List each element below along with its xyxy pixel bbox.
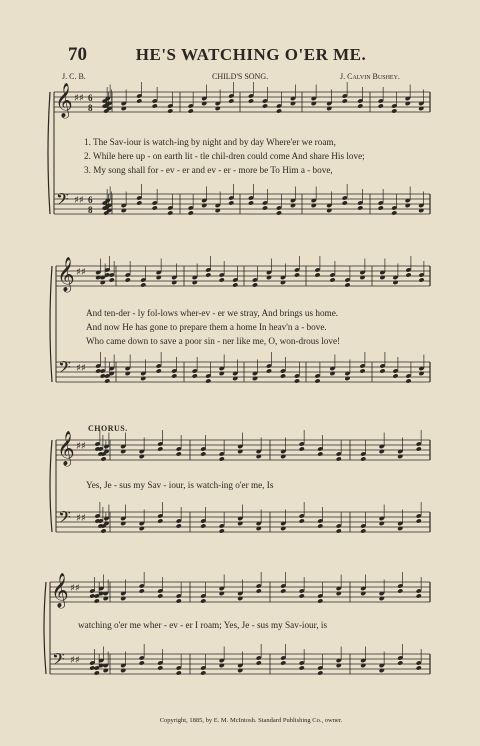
note-head	[139, 526, 145, 531]
treble-clef-icon: 𝄞	[55, 83, 73, 118]
note-head	[140, 282, 146, 287]
brace-icon	[50, 440, 52, 532]
note-head	[360, 591, 366, 596]
note-head	[219, 591, 225, 596]
note-head	[379, 521, 385, 526]
page-number: 70	[68, 44, 87, 65]
note-head	[317, 598, 323, 603]
note-head	[379, 668, 385, 673]
note-head	[136, 98, 142, 103]
note-head	[94, 598, 100, 603]
note-head	[167, 210, 173, 215]
note-head	[299, 518, 305, 523]
note-head	[360, 663, 366, 668]
note-head	[252, 282, 258, 287]
note-head	[200, 523, 206, 528]
note-head	[176, 451, 182, 456]
note-head	[100, 280, 106, 285]
copyright-line: Copyright, 1885, by E. M. McIntosh. Standard Publishing Co., owner.	[159, 717, 343, 724]
treble-clef-icon: 𝄞	[57, 257, 75, 292]
note-head	[336, 663, 342, 668]
note-head	[266, 275, 272, 280]
note-head	[344, 282, 350, 287]
note-head	[139, 588, 145, 593]
note-head	[357, 205, 363, 210]
verse-1-lyric-system-1: 1. The Sav-iour is watch-ing by night and by day Where'er we roam,	[84, 137, 336, 147]
note-head	[120, 449, 126, 454]
note-head	[276, 108, 282, 113]
note-head	[192, 280, 198, 285]
note-head	[379, 275, 385, 280]
note-head	[397, 588, 403, 593]
note-head	[120, 521, 126, 526]
note-head	[205, 378, 211, 383]
note-head	[219, 663, 225, 668]
note-head	[326, 106, 332, 111]
note-head	[121, 106, 127, 111]
note-head	[256, 588, 262, 593]
note-head	[200, 451, 206, 456]
note-head	[262, 103, 268, 108]
note-head	[342, 200, 348, 205]
note-head	[317, 670, 323, 675]
bass-clef-icon: 𝄢	[58, 357, 71, 381]
bass-clef-icon: 𝄢	[58, 507, 71, 531]
note-head	[237, 521, 243, 526]
note-head	[228, 200, 234, 205]
note-head	[188, 210, 194, 215]
chorus-label: CHORUS.	[88, 424, 128, 433]
note-head	[359, 368, 365, 373]
note-head	[416, 665, 422, 670]
note-head	[314, 378, 320, 383]
note-head	[391, 108, 397, 113]
note-head	[103, 668, 109, 673]
note-head	[200, 598, 206, 603]
note-head	[290, 203, 296, 208]
note-head	[397, 526, 403, 531]
note-head	[248, 98, 254, 103]
note-head	[219, 456, 225, 461]
treble-clef-icon: 𝄞	[57, 431, 75, 466]
note-head	[237, 449, 243, 454]
verse-2-lyric-system-1: 2. While here up - on earth lit - tle chil-dren could come And share His love;	[84, 151, 365, 161]
note-head	[378, 205, 384, 210]
note-head	[152, 205, 158, 210]
note-head	[156, 368, 162, 373]
note-head	[314, 272, 320, 277]
note-head	[157, 593, 163, 598]
note-head	[136, 200, 142, 205]
note-head	[140, 376, 146, 381]
music-credit: J. Calvin Bushey.	[340, 72, 400, 81]
note-head	[294, 272, 300, 277]
note-head	[232, 376, 238, 381]
key-signature-icon: ♯♯	[74, 195, 84, 206]
song-subtitle: CHILD'S SONG.	[212, 72, 269, 81]
note-head	[139, 454, 145, 459]
key-signature-icon: ♯♯	[74, 93, 84, 104]
note-head	[397, 454, 403, 459]
note-head	[360, 456, 366, 461]
note-head	[248, 200, 254, 205]
note-head	[336, 456, 342, 461]
note-head	[157, 665, 163, 670]
note-head	[276, 210, 282, 215]
note-head	[205, 272, 211, 277]
note-head	[156, 275, 162, 280]
note-head	[336, 528, 342, 533]
note-head	[171, 280, 177, 285]
note-head	[201, 101, 207, 106]
note-head	[157, 446, 163, 451]
note-head	[256, 454, 262, 459]
key-signature-icon: ♯♯	[70, 655, 80, 666]
key-signature-icon: ♯♯	[76, 267, 86, 278]
note-head	[391, 210, 397, 215]
note-head	[120, 596, 126, 601]
note-head	[418, 277, 424, 282]
note-head	[120, 668, 126, 673]
chorus-lyric-system-3: Yes, Je - sus my Sav - iour, is watch-ing o'er me, Is	[86, 480, 274, 490]
note-head	[125, 277, 131, 282]
note-head	[237, 596, 243, 601]
note-head	[104, 378, 110, 383]
verse-2-lyric-system-2: And now He has gone to prepare them a home In heav'n a - bove.	[86, 322, 327, 332]
note-head	[201, 203, 207, 208]
note-head	[317, 451, 323, 456]
note-head	[252, 376, 258, 381]
note-head	[280, 280, 286, 285]
note-head	[100, 528, 106, 533]
note-head	[299, 593, 305, 598]
note-head	[342, 98, 348, 103]
note-head	[152, 103, 158, 108]
time-signature-icon: 8	[88, 205, 93, 215]
note-head	[379, 368, 385, 373]
note-head	[418, 106, 424, 111]
song-title: HE'S WATCHING O'ER ME.	[135, 45, 367, 64]
note-head	[280, 526, 286, 531]
note-head	[176, 670, 182, 675]
note-head	[167, 108, 173, 113]
brace-icon	[48, 92, 50, 214]
note-head	[326, 208, 332, 213]
note-head	[232, 282, 238, 287]
note-head	[228, 98, 234, 103]
note-head	[299, 665, 305, 670]
note-head	[280, 588, 286, 593]
note-head	[299, 446, 305, 451]
note-head	[311, 101, 317, 106]
note-head	[311, 203, 317, 208]
note-head	[176, 523, 182, 528]
note-head	[359, 275, 365, 280]
note-head	[294, 378, 300, 383]
note-head	[109, 277, 115, 282]
time-signature-icon: 6	[88, 93, 93, 103]
note-head	[329, 277, 335, 282]
note-head	[405, 203, 411, 208]
key-signature-icon: ♯♯	[76, 363, 86, 374]
note-head	[405, 378, 411, 383]
brace-icon	[50, 266, 52, 382]
note-head	[171, 373, 177, 378]
note-head	[357, 103, 363, 108]
time-signature-icon: 8	[88, 103, 93, 113]
note-head	[188, 108, 194, 113]
note-head	[379, 449, 385, 454]
note-head	[200, 670, 206, 675]
note-head	[405, 101, 411, 106]
verse-1-lyric-system-2: And ten-der - ly fol-lows wher-ev - er we stray, And brings us home.	[86, 308, 339, 318]
chorus-lyric-system-4: watching o'er me wher - ev - er I roam; Yes, Je - sus my Sav-iour, is	[78, 620, 328, 630]
note-head	[280, 454, 286, 459]
note-head	[392, 280, 398, 285]
note-head	[397, 660, 403, 665]
note-head	[192, 373, 198, 378]
note-head	[256, 526, 262, 531]
note-head	[317, 523, 323, 528]
note-head	[344, 376, 350, 381]
treble-clef-icon: 𝄞	[51, 573, 69, 608]
note-head	[100, 456, 106, 461]
note-head	[378, 103, 384, 108]
note-head	[139, 660, 145, 665]
note-head	[416, 593, 422, 598]
key-signature-icon: ♯♯	[76, 513, 86, 524]
note-head	[215, 208, 221, 213]
note-head	[262, 205, 268, 210]
note-head	[219, 371, 225, 376]
note-head	[416, 518, 422, 523]
note-head	[176, 598, 182, 603]
note-head	[418, 208, 424, 213]
note-head	[280, 660, 286, 665]
key-signature-icon: ♯♯	[76, 441, 86, 452]
note-head	[219, 528, 225, 533]
verse-3-lyric-system-1: 3. My song shall for - ev - er and ev - er - more be To Him a - bove,	[84, 165, 333, 175]
note-head	[416, 446, 422, 451]
note-head	[125, 371, 131, 376]
note-head	[418, 371, 424, 376]
note-head	[290, 101, 296, 106]
note-head	[405, 272, 411, 277]
note-head	[215, 106, 221, 111]
note-head	[360, 528, 366, 533]
key-signature-icon: ♯♯	[70, 583, 80, 594]
brace-icon	[44, 582, 46, 674]
note-head	[94, 670, 100, 675]
note-head	[379, 596, 385, 601]
note-head	[157, 518, 163, 523]
note-head	[280, 373, 286, 378]
note-head	[237, 668, 243, 673]
note-head	[256, 660, 262, 665]
time-signature-icon: 6	[88, 195, 93, 205]
note-head	[121, 208, 127, 213]
note-head	[103, 596, 109, 601]
words-credit: J. C. B.	[62, 72, 86, 81]
note-head	[336, 591, 342, 596]
note-head	[266, 368, 272, 373]
bass-clef-icon: 𝄢	[56, 189, 69, 213]
bass-clef-icon: 𝄢	[52, 649, 65, 673]
verse-3-lyric-system-2: Who came down to save a poor sin - ner like me, O, won-drous love!	[86, 336, 341, 346]
note-head	[392, 373, 398, 378]
note-head	[329, 371, 335, 376]
note-head	[219, 277, 225, 282]
